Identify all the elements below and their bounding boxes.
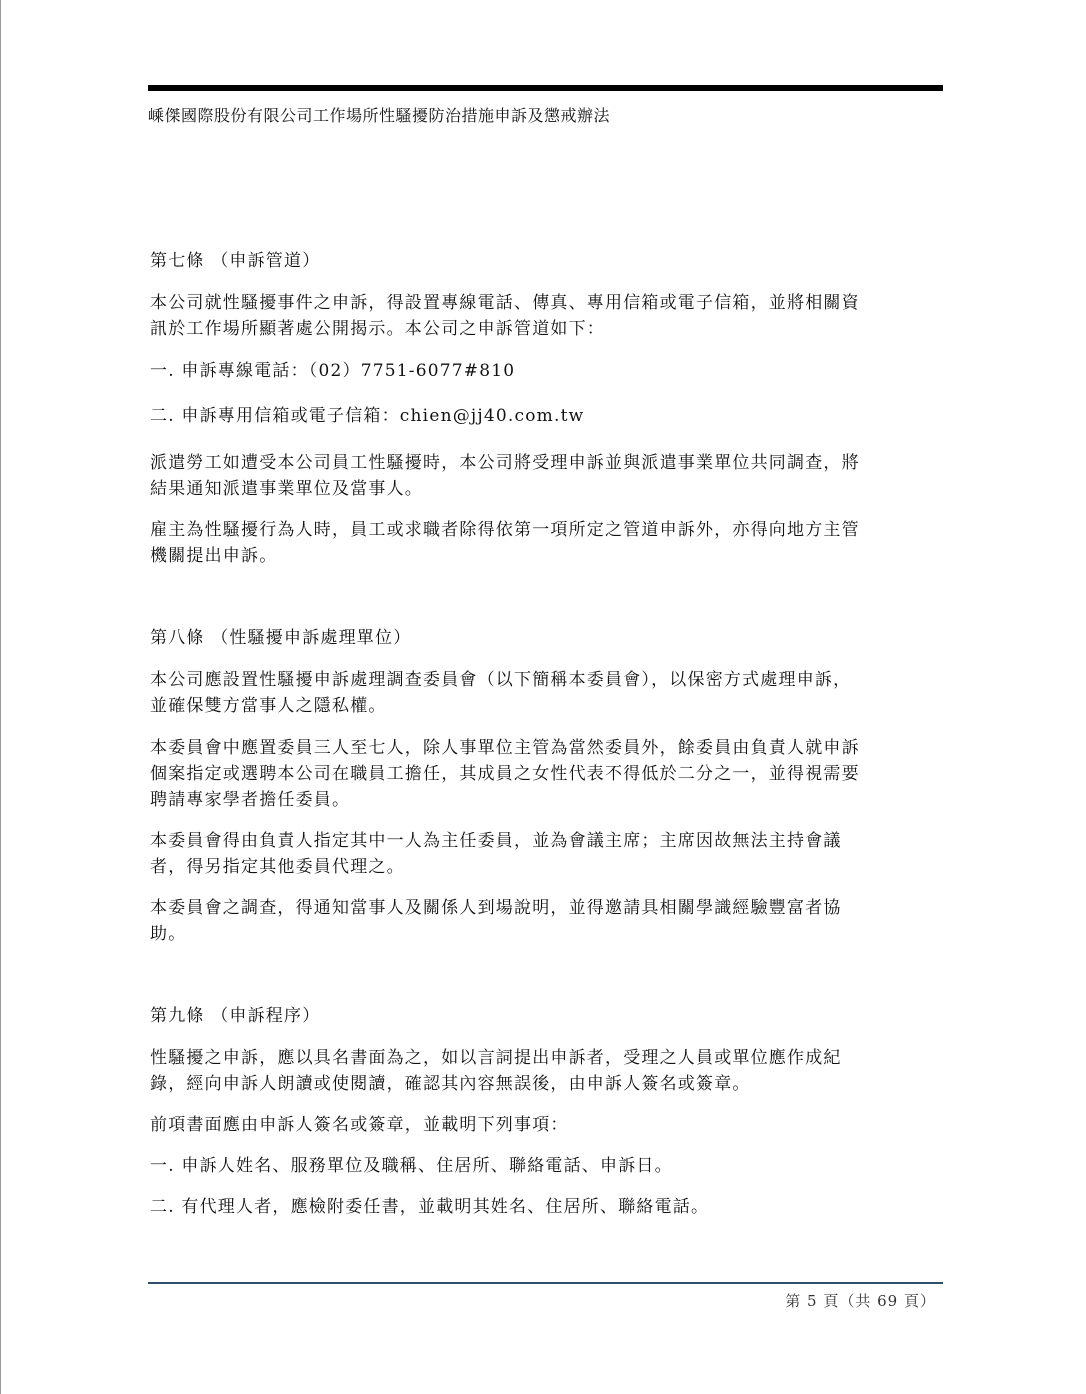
article-7-paragraph-2-line-2: 結果通知派遣事業單位及當事人。	[150, 479, 423, 499]
article-7-paragraph-1-line-1: 本公司就性騷擾事件之申訴，得設置專線電話、傳真、專用信箱或電子信箱，並將相關資	[150, 293, 860, 313]
article-8-paragraph-4-line-1: 本委員會之調查，得通知當事人及關係人到場說明，並得邀請具相關學識經驗豐富者協	[150, 898, 842, 918]
article-7-paragraph-1-line-2: 訊於工作場所顯著處公開揭示。本公司之申訴管道如下：	[150, 319, 605, 339]
article-7-paragraph-2-line-1: 派遣勞工如遭受本公司員工性騷擾時，本公司將受理申訴並與派遣事業單位共同調查，將	[150, 453, 860, 473]
article-8-paragraph-4-line-2: 助。	[150, 924, 187, 944]
page-edge	[0, 0, 1, 1394]
complaint-hotline-item: 一. 申訴專線電話：（02）7751-6077#810	[150, 361, 516, 381]
page-number: 第 5 頁（共 69 頁）	[785, 1292, 936, 1310]
document-title: 嵊傑國際股份有限公司工作場所性騷擾防治措施申訴及懲戒辦法	[148, 106, 611, 125]
article-8-paragraph-2-line-2: 個案指定或選聘本公司在職員工擔任，其成員之女性代表不得低於二分之一，並得視需要	[150, 764, 860, 784]
article-7-paragraph-3-line-2: 機關提出申訴。	[150, 546, 278, 566]
article-9-heading: 第九條 （申訴程序）	[150, 1006, 321, 1026]
article-8-paragraph-3-line-1: 本委員會得由負責人指定其中一人為主任委員，並為會議主席；主席因故無法主持會議	[150, 831, 842, 851]
article-9-paragraph-1-line-1: 性騷擾之申訴，應以具名書面為之，如以言詞提出申訴者，受理之人員或單位應作成紀	[150, 1048, 842, 1068]
article-7-heading: 第七條 （申訴管道）	[150, 251, 321, 271]
article-9-paragraph-2: 前項書面應由申訴人簽名或簽章，並載明下列事項：	[150, 1115, 569, 1135]
article-8-heading: 第八條 （性騷擾申訴處理單位）	[150, 628, 412, 648]
footer-rule	[148, 1282, 943, 1284]
article-9-item-2: 二. 有代理人者，應檢附委任書，並載明其姓名、住居所、聯絡電話。	[150, 1197, 710, 1217]
article-8-paragraph-3-line-2: 者，得另指定其他委員代理之。	[150, 857, 405, 877]
header-rule	[148, 85, 943, 91]
article-8-paragraph-1-line-1: 本公司應設置性騷擾申訴處理調查委員會（以下簡稱本委員會），以保密方式處理申訴，	[150, 670, 852, 690]
complaint-email-item: 二. 申訴專用信箱或電子信箱：chien@jj40.com.tw	[150, 406, 585, 426]
article-8-paragraph-2-line-1: 本委員會中應置委員三人至七人，除人事單位主管為當然委員外，餘委員由負責人就申訴	[150, 738, 860, 758]
article-9-item-1: 一. 申訴人姓名、服務單位及職稱、住居所、聯絡電話、申訴日。	[150, 1156, 673, 1176]
article-9-paragraph-1-line-2: 錄，經向申訴人朗讀或使閱讀，確認其內容無誤後，由申訴人簽名或簽章。	[150, 1074, 751, 1094]
article-7-paragraph-3-line-1: 雇主為性騷擾行為人時，員工或求職者除得依第一項所定之管道申訴外，亦得向地方主管	[150, 520, 860, 540]
article-8-paragraph-1-line-2: 並確保雙方當事人之隱私權。	[150, 696, 387, 716]
article-8-paragraph-2-line-3: 聘請專家學者擔任委員。	[150, 790, 351, 810]
